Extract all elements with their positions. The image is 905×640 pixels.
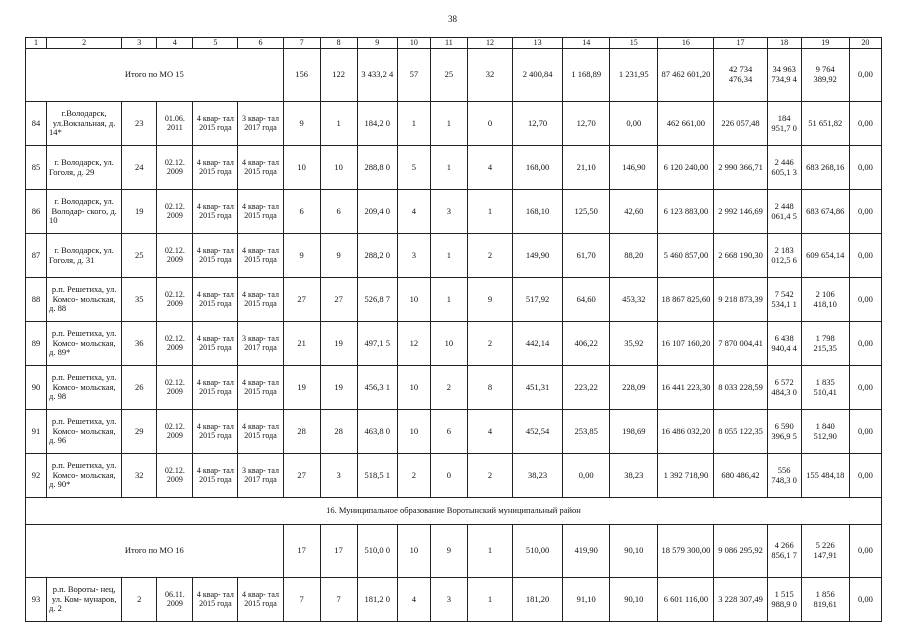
cell: 6: [283, 190, 320, 234]
cell: 6 120 240,00: [658, 146, 714, 190]
column-number: 2: [47, 38, 122, 49]
cell: 5: [397, 146, 430, 190]
cell: 3: [397, 234, 430, 278]
cell: 0: [467, 102, 512, 146]
cell: 4 квар- тал 2015 года: [238, 578, 283, 622]
row-number: 86: [26, 190, 47, 234]
cell: 24: [122, 146, 157, 190]
cell: 451,31: [513, 366, 563, 410]
cell: 17: [320, 525, 357, 578]
cell: 0,00: [610, 102, 658, 146]
table-row: [26, 278, 882, 322]
cell: 2: [397, 454, 430, 498]
cell: 4 266 856,1 7: [767, 525, 801, 578]
cell: 42,60: [610, 190, 658, 234]
cell: 456,3 1: [357, 366, 397, 410]
total-row-mo16: [26, 525, 882, 578]
column-number: 7: [283, 38, 320, 49]
cell: 442,14: [513, 322, 563, 366]
cell: 4: [467, 410, 512, 454]
row-number: 90: [26, 366, 47, 410]
cell: 2 106 418,10: [801, 278, 849, 322]
cell: 26: [122, 366, 157, 410]
cell: 4 квар- тал 2015 года: [193, 234, 238, 278]
cell: 4 квар- тал 2015 года: [193, 190, 238, 234]
cell: 2 446 605,1 3: [767, 146, 801, 190]
cell: 38,23: [513, 454, 563, 498]
cell: 184 951,7 0: [767, 102, 801, 146]
cell: 9: [467, 278, 512, 322]
cell: 42 734 476,34: [714, 49, 767, 102]
cell: 27: [283, 278, 320, 322]
cell: 10: [397, 366, 430, 410]
row-number: 92: [26, 454, 47, 498]
cell: 01.06. 2011: [157, 102, 193, 146]
cell: 3 228 307,49: [714, 578, 767, 622]
table-row: [26, 190, 882, 234]
cell: 609 654,14: [801, 234, 849, 278]
cell: 4 квар- тал 2015 года: [238, 278, 283, 322]
cell: 4 квар- тал 2015 года: [193, 410, 238, 454]
cell: 6 123 883,00: [658, 190, 714, 234]
row-number: 91: [26, 410, 47, 454]
column-number: 12: [467, 38, 512, 49]
cell: 21,10: [563, 146, 610, 190]
cell: 10: [430, 322, 467, 366]
table-row: [26, 234, 882, 278]
cell: 87 462 601,20: [658, 49, 714, 102]
address-cell: г. Володарск, ул. Гоголя, д. 29: [47, 146, 122, 190]
cell: 02.12. 2009: [157, 190, 193, 234]
cell: 9: [283, 234, 320, 278]
cell: 2 992 146,69: [714, 190, 767, 234]
cell: 226 057,48: [714, 102, 767, 146]
address-cell: р.п. Решетиха, ул. Комсо- мольская, д. 96: [47, 410, 122, 454]
table-row: [26, 146, 882, 190]
total-label: Итого по МО 15: [26, 49, 284, 102]
cell: 0,00: [563, 454, 610, 498]
cell: 28: [283, 410, 320, 454]
cell: 2: [122, 578, 157, 622]
cell: 168,10: [513, 190, 563, 234]
cell: 2 448 061,4 5: [767, 190, 801, 234]
cell: 3: [320, 454, 357, 498]
row-number: 87: [26, 234, 47, 278]
cell: 4 квар- тал 2015 года: [238, 234, 283, 278]
cell: 4: [397, 190, 430, 234]
row-number: 89: [26, 322, 47, 366]
cell: 02.12. 2009: [157, 146, 193, 190]
cell: 1 168,89: [563, 49, 610, 102]
cell: 19: [320, 322, 357, 366]
cell: 9: [320, 234, 357, 278]
cell: 90,10: [610, 525, 658, 578]
cell: 27: [283, 454, 320, 498]
cell: 4 квар- тал 2015 года: [193, 278, 238, 322]
cell: 4 квар- тал 2015 года: [193, 102, 238, 146]
cell: 23: [122, 102, 157, 146]
cell: 4 квар- тал 2015 года: [193, 366, 238, 410]
address-cell: р.п. Решетиха, ул. Комсо- мольская, д. 90*: [47, 454, 122, 498]
cell: 0,00: [849, 454, 881, 498]
column-number: 20: [849, 38, 881, 49]
cell: 0,00: [849, 525, 881, 578]
cell: 149,90: [513, 234, 563, 278]
cell: 2 668 190,30: [714, 234, 767, 278]
column-number: 17: [714, 38, 767, 49]
table-body: [26, 38, 882, 622]
cell: 419,90: [563, 525, 610, 578]
cell: 28: [320, 410, 357, 454]
cell: 02.12. 2009: [157, 454, 193, 498]
cell: 510,0 0: [357, 525, 397, 578]
cell: 2: [467, 234, 512, 278]
cell: 4 квар- тал 2015 года: [238, 190, 283, 234]
cell: 88,20: [610, 234, 658, 278]
address-cell: г. Володарск, ул. Володар- ского, д. 10: [47, 190, 122, 234]
cell: 9 086 295,92: [714, 525, 767, 578]
table-row: [26, 102, 882, 146]
cell: 4 квар- тал 2015 года: [193, 578, 238, 622]
cell: 3 квар- тал 2017 года: [238, 454, 283, 498]
address-cell: г.Володарск, ул.Вокзальная, д. 14*: [47, 102, 122, 146]
row-number: 88: [26, 278, 47, 322]
address-cell: р.п. Решетиха, ул. Комсо- мольская, д. 88: [47, 278, 122, 322]
cell: 8: [467, 366, 512, 410]
cell: 5 460 857,00: [658, 234, 714, 278]
cell: 61,70: [563, 234, 610, 278]
column-number: 11: [430, 38, 467, 49]
cell: 155 484,18: [801, 454, 849, 498]
cell: 02.12. 2009: [157, 366, 193, 410]
row-number: 84: [26, 102, 47, 146]
cell: 02.12. 2009: [157, 410, 193, 454]
cell: 156: [283, 49, 320, 102]
cell: 57: [397, 49, 430, 102]
column-number: 16: [658, 38, 714, 49]
cell: 06.11. 2009: [157, 578, 193, 622]
table-row: [26, 322, 882, 366]
cell: 35: [122, 278, 157, 322]
cell: 223,22: [563, 366, 610, 410]
cell: 3: [430, 578, 467, 622]
cell: 0,00: [849, 278, 881, 322]
cell: 6 438 940,4 4: [767, 322, 801, 366]
column-number: 6: [238, 38, 283, 49]
cell: 12: [397, 322, 430, 366]
cell: 3: [430, 190, 467, 234]
cell: 5 226 147,91: [801, 525, 849, 578]
cell: 25: [430, 49, 467, 102]
cell: 1: [430, 102, 467, 146]
cell: 4 квар- тал 2015 года: [193, 454, 238, 498]
cell: 1 835 510,41: [801, 366, 849, 410]
column-number: 14: [563, 38, 610, 49]
column-number: 9: [357, 38, 397, 49]
cell: 181,20: [513, 578, 563, 622]
cell: 1: [397, 102, 430, 146]
cell: 228,09: [610, 366, 658, 410]
cell: 0,00: [849, 366, 881, 410]
cell: 463,8 0: [357, 410, 397, 454]
cell: 452,54: [513, 410, 563, 454]
row-number: 93: [26, 578, 47, 622]
cell: 38,23: [610, 454, 658, 498]
cell: 146,90: [610, 146, 658, 190]
cell: 16 486 032,20: [658, 410, 714, 454]
address-cell: р.п. Решетиха, ул. Комсо- мольская, д. 98: [47, 366, 122, 410]
section-title: 16. Муниципальное образование Воротынский муниципальный район: [26, 498, 882, 525]
cell: 510,00: [513, 525, 563, 578]
cell: 125,50: [563, 190, 610, 234]
cell: 2 183 012,5 6: [767, 234, 801, 278]
cell: 122: [320, 49, 357, 102]
page-number: 38: [448, 14, 457, 24]
column-number: 8: [320, 38, 357, 49]
cell: 2: [430, 366, 467, 410]
cell: 184,2 0: [357, 102, 397, 146]
table-row: [26, 578, 882, 622]
cell: 1 392 718,90: [658, 454, 714, 498]
cell: 02.12. 2009: [157, 278, 193, 322]
column-number: 19: [801, 38, 849, 49]
total-row-mo15: [26, 49, 882, 102]
cell: 0,00: [849, 578, 881, 622]
column-number: 4: [157, 38, 193, 49]
cell: 4 квар- тал 2015 года: [238, 146, 283, 190]
cell: 10: [320, 146, 357, 190]
cell: 10: [397, 410, 430, 454]
cell: 19: [122, 190, 157, 234]
cell: 2 400,84: [513, 49, 563, 102]
cell: 19: [320, 366, 357, 410]
cell: 683 674,86: [801, 190, 849, 234]
cell: 7: [320, 578, 357, 622]
cell: 12,70: [513, 102, 563, 146]
cell: 168,00: [513, 146, 563, 190]
address-cell: р.п. Вороты- нец, ул. Ком- мунаров, д. 2: [47, 578, 122, 622]
cell: 32: [467, 49, 512, 102]
cell: 3 433,2 4: [357, 49, 397, 102]
cell: 253,85: [563, 410, 610, 454]
cell: 462 661,00: [658, 102, 714, 146]
cell: 517,92: [513, 278, 563, 322]
cell: 0: [430, 454, 467, 498]
cell: 1: [430, 278, 467, 322]
cell: 12,70: [563, 102, 610, 146]
cell: 1 231,95: [610, 49, 658, 102]
address-cell: г. Володарск, ул. Гоголя, д. 31: [47, 234, 122, 278]
cell: 36: [122, 322, 157, 366]
cell: 21: [283, 322, 320, 366]
cell: 6: [430, 410, 467, 454]
cell: 6 590 396,9 5: [767, 410, 801, 454]
cell: 7: [283, 578, 320, 622]
cell: 4 квар- тал 2015 года: [193, 322, 238, 366]
cell: 2: [467, 454, 512, 498]
cell: 16 441 223,30: [658, 366, 714, 410]
column-number: 5: [193, 38, 238, 49]
cell: 680 486,42: [714, 454, 767, 498]
column-number: 1: [26, 38, 47, 49]
cell: 51 651,82: [801, 102, 849, 146]
cell: 209,4 0: [357, 190, 397, 234]
cell: 4 квар- тал 2015 года: [238, 410, 283, 454]
cell: 7 870 004,41: [714, 322, 767, 366]
table-row: [26, 366, 882, 410]
cell: 1: [320, 102, 357, 146]
cell: 8 033 228,59: [714, 366, 767, 410]
cell: 19: [283, 366, 320, 410]
column-number: 15: [610, 38, 658, 49]
cell: 518,5 1: [357, 454, 397, 498]
cell: 64,60: [563, 278, 610, 322]
cell: 9: [283, 102, 320, 146]
cell: 18 579 300,00: [658, 525, 714, 578]
cell: 1: [467, 190, 512, 234]
cell: 0,00: [849, 410, 881, 454]
cell: 6 601 116,00: [658, 578, 714, 622]
cell: 16 107 160,20: [658, 322, 714, 366]
cell: 4: [467, 146, 512, 190]
cell: 1: [467, 525, 512, 578]
row-number: 85: [26, 146, 47, 190]
cell: 1: [430, 146, 467, 190]
cell: 288,8 0: [357, 146, 397, 190]
cell: 406,22: [563, 322, 610, 366]
cell: 526,8 7: [357, 278, 397, 322]
cell: 02.12. 2009: [157, 234, 193, 278]
cell: 556 748,3 0: [767, 454, 801, 498]
cell: 0,00: [849, 102, 881, 146]
section-header-row: [26, 498, 882, 525]
cell: 1 515 988,9 0: [767, 578, 801, 622]
column-number: 10: [397, 38, 430, 49]
column-number-row: [26, 38, 882, 49]
cell: 0,00: [849, 190, 881, 234]
cell: 32: [122, 454, 157, 498]
cell: 10: [397, 525, 430, 578]
cell: 0,00: [849, 322, 881, 366]
cell: 1: [430, 234, 467, 278]
cell: 91,10: [563, 578, 610, 622]
cell: 4 квар- тал 2015 года: [238, 366, 283, 410]
cell: 181,2 0: [357, 578, 397, 622]
cell: 10: [397, 278, 430, 322]
cell: 90,10: [610, 578, 658, 622]
table-row: [26, 410, 882, 454]
cell: 8 055 122,35: [714, 410, 767, 454]
cell: 9: [430, 525, 467, 578]
cell: 27: [320, 278, 357, 322]
cell: 0,00: [849, 234, 881, 278]
cell: 3 квар- тал 2017 года: [238, 322, 283, 366]
cell: 29: [122, 410, 157, 454]
cell: 25: [122, 234, 157, 278]
cell: 18 867 825,60: [658, 278, 714, 322]
column-number: 13: [513, 38, 563, 49]
table-row: [26, 454, 882, 498]
address-cell: р.п. Решетиха, ул. Комсо- мольская, д. 89*: [47, 322, 122, 366]
cell: 1 798 215,35: [801, 322, 849, 366]
cell: 1 840 512,90: [801, 410, 849, 454]
cell: 9 764 389,92: [801, 49, 849, 102]
cell: 0,00: [849, 146, 881, 190]
cell: 6 572 484,3 0: [767, 366, 801, 410]
cell: 1: [467, 578, 512, 622]
cell: 17: [283, 525, 320, 578]
column-number: 3: [122, 38, 157, 49]
cell: 1 856 819,61: [801, 578, 849, 622]
column-number: 18: [767, 38, 801, 49]
cell: 34 963 734,9 4: [767, 49, 801, 102]
cell: 3 квар- тал 2017 года: [238, 102, 283, 146]
cell: 2 990 366,71: [714, 146, 767, 190]
cell: 198,69: [610, 410, 658, 454]
cell: 4: [397, 578, 430, 622]
cell: 288,2 0: [357, 234, 397, 278]
cell: 0,00: [849, 49, 881, 102]
cell: 6: [320, 190, 357, 234]
cell: 02.12. 2009: [157, 322, 193, 366]
cell: 10: [283, 146, 320, 190]
cell: 7 542 534,1 1: [767, 278, 801, 322]
cell: 4 квар- тал 2015 года: [193, 146, 238, 190]
cell: 35,92: [610, 322, 658, 366]
cell: 453,32: [610, 278, 658, 322]
cell: 497,1 5: [357, 322, 397, 366]
housing-registry-table: [25, 37, 882, 622]
cell: 9 218 873,39: [714, 278, 767, 322]
cell: 2: [467, 322, 512, 366]
total-label: Итого по МО 16: [26, 525, 284, 578]
cell: 683 268,16: [801, 146, 849, 190]
